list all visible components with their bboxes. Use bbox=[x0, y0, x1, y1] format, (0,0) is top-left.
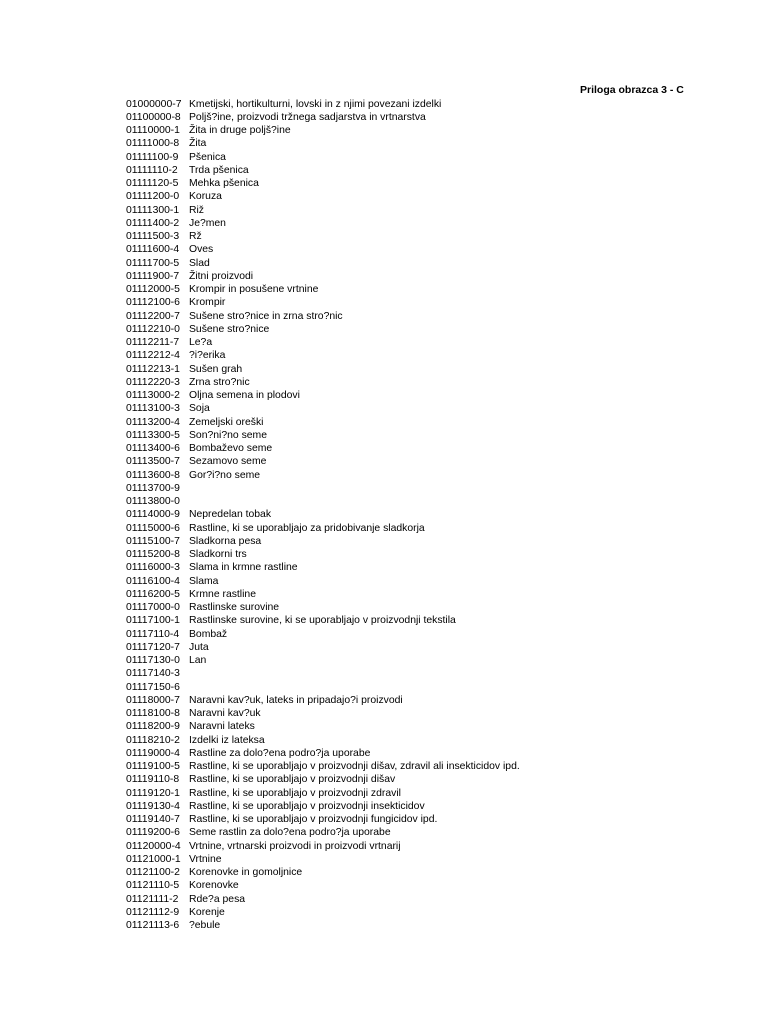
code-row bbox=[126, 707, 746, 720]
cpv-description: Sezamovo seme bbox=[189, 456, 267, 468]
code-row bbox=[126, 270, 746, 283]
code-row bbox=[126, 124, 746, 137]
code-row bbox=[126, 296, 746, 309]
code-row bbox=[126, 840, 746, 853]
cpv-code: 01115000-6 bbox=[126, 522, 180, 534]
cpv-code: 01119000-4 bbox=[126, 747, 180, 759]
cpv-description: Krompir in posušene vrtnine bbox=[189, 284, 319, 295]
cpv-code: 01112213-1 bbox=[126, 363, 180, 375]
cpv-description: Juta bbox=[189, 641, 209, 653]
cpv-code: 01117110-4 bbox=[126, 628, 180, 640]
code-row bbox=[126, 773, 746, 786]
code-list bbox=[126, 98, 746, 933]
code-row bbox=[126, 310, 746, 323]
code-row bbox=[126, 694, 746, 707]
cpv-description: Son?ni?no seme bbox=[189, 429, 267, 441]
cpv-code: 01119130-4 bbox=[126, 800, 180, 812]
cpv-code: 01112200-7 bbox=[126, 310, 180, 322]
code-row bbox=[126, 535, 746, 548]
code-row bbox=[126, 853, 746, 866]
cpv-description: Žita bbox=[189, 138, 207, 150]
cpv-description: Pšenica bbox=[189, 151, 226, 163]
cpv-description: Naravni lateks bbox=[189, 721, 255, 733]
cpv-code: 01111900-7 bbox=[126, 270, 180, 282]
cpv-description: Koruza bbox=[189, 191, 222, 203]
code-row bbox=[126, 720, 746, 733]
cpv-code: 01111000-8 bbox=[126, 138, 180, 150]
cpv-description: Rastline za dolo?ena podro?ja uporabe bbox=[189, 747, 371, 759]
code-row bbox=[126, 217, 746, 230]
cpv-description: Krompir bbox=[189, 297, 226, 309]
cpv-description: Bombaž bbox=[189, 628, 228, 640]
code-row bbox=[126, 826, 746, 839]
code-row bbox=[126, 177, 746, 190]
cpv-code: 01115100-7 bbox=[126, 535, 180, 547]
code-row bbox=[126, 429, 746, 442]
cpv-description: Sušene stro?nice bbox=[189, 323, 270, 335]
code-row bbox=[126, 111, 746, 124]
code-row bbox=[126, 747, 746, 760]
cpv-code: 01111110-2 bbox=[126, 164, 178, 176]
cpv-code: 01117000-0 bbox=[126, 602, 180, 613]
code-row bbox=[126, 402, 746, 415]
cpv-code: 01121110-5 bbox=[126, 880, 180, 892]
cpv-description: Riž bbox=[189, 204, 205, 216]
code-row bbox=[126, 800, 746, 813]
cpv-code: 01112220-3 bbox=[126, 376, 180, 388]
cpv-description: Rde?a pesa bbox=[189, 893, 246, 905]
cpv-code: 01111600-4 bbox=[126, 244, 180, 256]
code-row bbox=[126, 257, 746, 270]
code-row bbox=[126, 893, 746, 906]
code-row bbox=[126, 641, 746, 654]
cpv-description bbox=[189, 667, 746, 680]
cpv-description: Žitni proizvodi bbox=[189, 270, 254, 282]
cpv-description: Zrna stro?nic bbox=[189, 376, 250, 388]
cpv-code: 01111120-5 bbox=[126, 178, 179, 189]
cpv-code: 01112211-7 bbox=[126, 337, 180, 348]
cpv-description: Gor?i?no seme bbox=[189, 469, 261, 481]
code-row bbox=[126, 681, 746, 694]
code-row bbox=[126, 906, 746, 919]
code-row bbox=[126, 482, 746, 495]
cpv-code: 01113600-8 bbox=[126, 469, 180, 481]
cpv-code: 01110000-1 bbox=[126, 125, 180, 136]
code-row bbox=[126, 376, 746, 389]
cpv-description: Slama in krmne rastline bbox=[189, 562, 298, 574]
code-row bbox=[126, 919, 746, 932]
cpv-code: 01111300-1 bbox=[126, 204, 180, 216]
code-row bbox=[126, 879, 746, 892]
cpv-description: ?i?erika bbox=[189, 350, 226, 362]
cpv-description: Trda pšenica bbox=[189, 164, 249, 176]
cpv-description: ?ebule bbox=[189, 920, 221, 931]
code-row bbox=[126, 137, 746, 150]
code-row bbox=[126, 416, 746, 429]
cpv-description: Vrtnine, vrtnarski proizvodi in proizvodi vrtnarij bbox=[189, 840, 401, 852]
cpv-code: 01112212-4 bbox=[126, 350, 180, 362]
cpv-code: 01113100-3 bbox=[126, 403, 180, 415]
cpv-code: 01119100-5 bbox=[126, 761, 180, 772]
cpv-code: 01121112-9 bbox=[126, 906, 180, 918]
cpv-code: 01118200-9 bbox=[126, 721, 180, 733]
code-row bbox=[126, 548, 746, 561]
code-row bbox=[126, 389, 746, 402]
code-row bbox=[126, 190, 746, 203]
code-row bbox=[126, 363, 746, 376]
cpv-code: 01119120-1 bbox=[126, 787, 180, 799]
cpv-description: Sušen grah bbox=[189, 363, 243, 375]
cpv-code: 01112000-5 bbox=[126, 284, 180, 295]
cpv-code: 01113300-5 bbox=[126, 429, 180, 441]
code-row bbox=[126, 508, 746, 521]
cpv-description bbox=[189, 482, 746, 495]
cpv-description: Rž bbox=[189, 231, 202, 242]
cpv-code: 01111400-2 bbox=[126, 217, 180, 229]
cpv-description: Bombaževo seme bbox=[189, 443, 273, 454]
code-row bbox=[126, 495, 746, 508]
cpv-description: Oves bbox=[189, 244, 214, 256]
cpv-code: 01117140-3 bbox=[126, 668, 180, 680]
cpv-code: 01116100-4 bbox=[126, 575, 180, 587]
code-row bbox=[126, 336, 746, 349]
cpv-description: Naravni kav?uk, lateks in pripadajo?i proizvodi bbox=[189, 694, 403, 706]
code-row bbox=[126, 561, 746, 574]
cpv-code: 01118210-2 bbox=[126, 734, 180, 746]
cpv-description: Rastline, ki se uporabljajo v proizvodnji dišav, zdravil ali insekticidov ipd. bbox=[189, 761, 520, 772]
code-row bbox=[126, 628, 746, 641]
cpv-code: 01100000-8 bbox=[126, 111, 181, 123]
cpv-description: Soja bbox=[189, 403, 210, 415]
cpv-description: Kmetijski, hortikulturni, lovski in z njimi povezani izdelki bbox=[189, 98, 442, 110]
cpv-description: Korenje bbox=[189, 906, 225, 918]
code-row bbox=[126, 349, 746, 362]
cpv-description: Rastlinske surovine, ki se uporabljajo v proizvodnji tekstila bbox=[189, 615, 456, 627]
cpv-code: 01111200-0 bbox=[126, 191, 180, 203]
cpv-description: Slad bbox=[189, 257, 210, 269]
cpv-description: Rastline, ki se uporabljajo v proizvodnji dišav bbox=[189, 774, 396, 786]
code-row bbox=[126, 813, 746, 826]
code-row bbox=[126, 164, 746, 177]
cpv-description: Sušene stro?nice in zrna stro?nic bbox=[189, 310, 343, 322]
cpv-description: Korenovke in gomoljnice bbox=[189, 867, 303, 878]
code-row bbox=[126, 654, 746, 667]
cpv-description: Rastline, ki se uporabljajo za pridobivanje sladkorja bbox=[189, 522, 425, 534]
cpv-description: Poljš?ine, proizvodi tržnega sadjarstva in vrtnarstva bbox=[189, 111, 426, 123]
cpv-description: Sladkorna pesa bbox=[189, 535, 262, 547]
cpv-code: 01111500-3 bbox=[126, 231, 180, 242]
code-row bbox=[126, 442, 746, 455]
cpv-code: 01119200-6 bbox=[126, 827, 180, 839]
cpv-code: 01111100-9 bbox=[126, 151, 179, 163]
cpv-code: 01116200-5 bbox=[126, 588, 180, 600]
cpv-code: 01113000-2 bbox=[126, 390, 180, 401]
cpv-code: 01117100-1 bbox=[126, 615, 180, 627]
cpv-code: 01113800-0 bbox=[126, 496, 180, 507]
cpv-description: Izdelki iz lateksa bbox=[189, 734, 265, 746]
code-row bbox=[126, 98, 746, 111]
cpv-code: 01112100-6 bbox=[126, 297, 180, 309]
cpv-code: 01117130-0 bbox=[126, 655, 180, 666]
cpv-code: 01113500-7 bbox=[126, 456, 180, 468]
code-row bbox=[126, 601, 746, 614]
cpv-code: 01121000-1 bbox=[126, 853, 181, 865]
code-row bbox=[126, 588, 746, 601]
cpv-description: Rastline, ki se uporabljajo v proizvodnji insekticidov bbox=[189, 800, 425, 812]
cpv-code: 01112210-0 bbox=[126, 323, 180, 335]
cpv-description: Lan bbox=[189, 655, 207, 666]
cpv-code: 01118000-7 bbox=[126, 694, 180, 706]
cpv-description: Rastline, ki se uporabljajo v proizvodnji zdravil bbox=[189, 787, 401, 799]
code-row bbox=[126, 760, 746, 773]
cpv-code: 01121113-6 bbox=[126, 920, 180, 931]
code-row bbox=[126, 243, 746, 256]
cpv-code: 01119140-7 bbox=[126, 814, 180, 825]
code-row bbox=[126, 575, 746, 588]
code-row bbox=[126, 866, 746, 879]
cpv-code: 01121111-2 bbox=[126, 893, 179, 905]
cpv-description: Vrtnine bbox=[189, 853, 222, 865]
cpv-description: Sladkorni trs bbox=[189, 549, 247, 560]
code-row bbox=[126, 787, 746, 800]
code-row bbox=[126, 667, 746, 680]
cpv-description: Zemeljski oreški bbox=[189, 416, 264, 428]
cpv-description: Rastlinske surovine bbox=[189, 602, 280, 613]
code-row bbox=[126, 283, 746, 296]
cpv-code: 01113700-9 bbox=[126, 482, 180, 494]
cpv-code: 01000000-7 bbox=[126, 98, 182, 110]
code-row bbox=[126, 455, 746, 468]
code-row bbox=[126, 469, 746, 482]
cpv-description: Je?men bbox=[189, 217, 226, 229]
cpv-code: 01113400-6 bbox=[126, 443, 180, 454]
code-row bbox=[126, 230, 746, 243]
document-header-title: Priloga obrazca 3 - C bbox=[580, 84, 684, 96]
code-row bbox=[126, 614, 746, 627]
code-row bbox=[126, 734, 746, 747]
code-row bbox=[126, 522, 746, 535]
cpv-description: Nepredelan tobak bbox=[189, 509, 272, 521]
cpv-description: Naravni kav?uk bbox=[189, 708, 261, 719]
cpv-description bbox=[189, 681, 746, 694]
cpv-code: 01114000-9 bbox=[126, 509, 180, 521]
cpv-description: Le?a bbox=[189, 337, 213, 348]
cpv-description: Rastline, ki se uporabljajo v proizvodnji fungicidov ipd. bbox=[189, 814, 438, 825]
cpv-description: Korenovke bbox=[189, 880, 239, 892]
cpv-description bbox=[189, 495, 746, 508]
cpv-description: Seme rastlin za dolo?ena podro?ja uporabe bbox=[189, 827, 391, 839]
cpv-code: 01113200-4 bbox=[126, 416, 180, 428]
cpv-code: 01120000-4 bbox=[126, 840, 181, 852]
code-row bbox=[126, 323, 746, 336]
cpv-description: Mehka pšenica bbox=[189, 178, 259, 189]
cpv-code: 01115200-8 bbox=[126, 549, 180, 560]
code-row bbox=[126, 204, 746, 217]
cpv-description: Oljna semena in plodovi bbox=[189, 390, 300, 401]
code-row bbox=[126, 151, 746, 164]
cpv-code: 01116000-3 bbox=[126, 562, 180, 574]
cpv-code: 01118100-8 bbox=[126, 708, 180, 719]
cpv-description: Krmne rastline bbox=[189, 588, 256, 600]
cpv-code: 01117120-7 bbox=[126, 641, 180, 653]
cpv-code: 01121100-2 bbox=[126, 867, 180, 878]
cpv-code: 01111700-5 bbox=[126, 257, 180, 269]
cpv-code: 01119110-8 bbox=[126, 774, 180, 786]
cpv-description: Žita in druge poljš?ine bbox=[189, 125, 291, 136]
cpv-code: 01117150-6 bbox=[126, 681, 180, 693]
cpv-description: Slama bbox=[189, 575, 219, 587]
